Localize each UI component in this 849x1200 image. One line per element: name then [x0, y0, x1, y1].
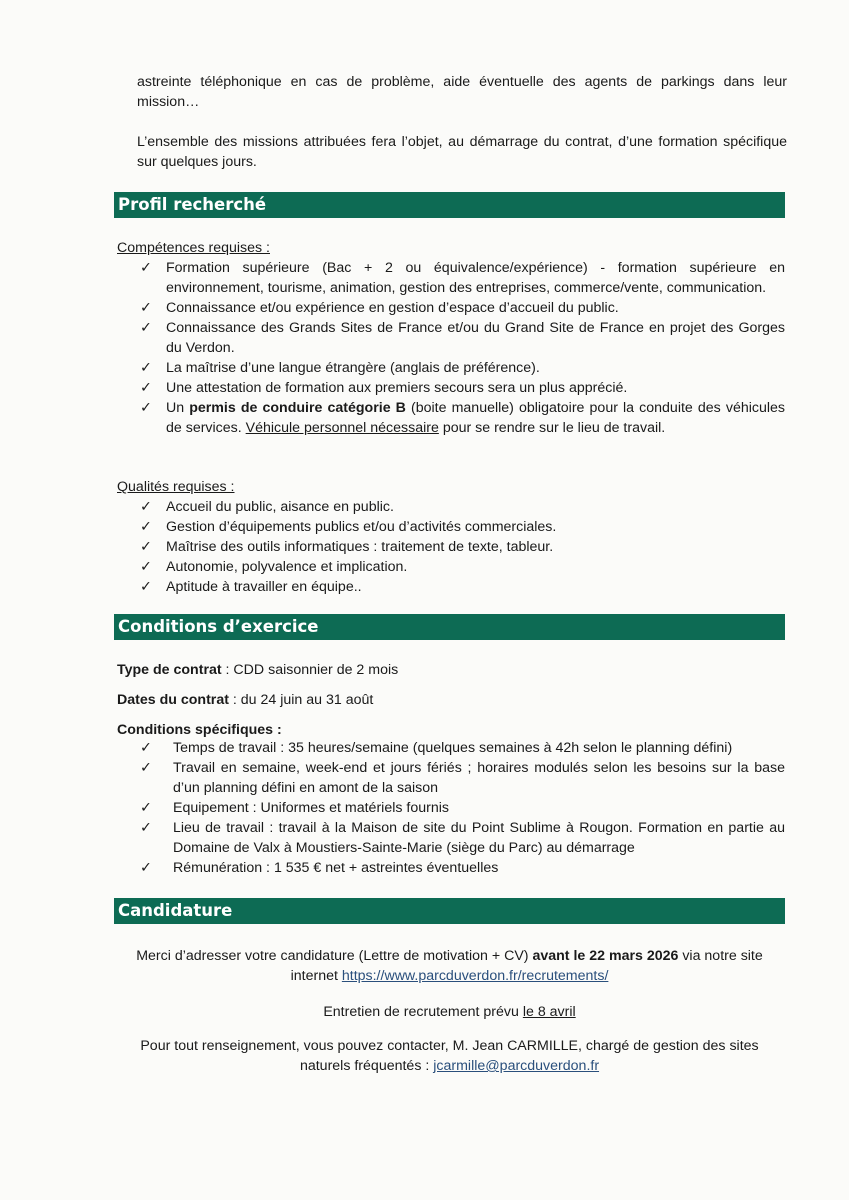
competences-list: [140, 258, 785, 438]
list-item: ✓ Connaissance des Grands Sites de France et/ou du Grand Site de France en projet des Gorges du Verdon.: [140, 320, 785, 356]
section-heading-conditions: Conditions d’exercice: [114, 614, 785, 640]
list-item: ✓ Aptitude à travailler en équipe..: [140, 579, 362, 595]
check-icon: ✓: [140, 499, 152, 515]
list-item: ✓ Equipement : Uniformes et matériels fournis: [140, 800, 449, 816]
list-item: ✓ Connaissance et/ou expérience en gestion d’espace d’accueil du public.: [140, 300, 619, 316]
qualites-label: Qualités requises :: [117, 479, 235, 495]
competences-label: Compétences requises :: [117, 240, 270, 256]
contact-email-link[interactable]: jcarmille@parcduverdon.fr: [433, 1058, 600, 1074]
list-item: ✓ Rémunération : 1 535 € net + astreintes éventuelles: [140, 860, 499, 876]
specific-conditions-list: [140, 738, 785, 878]
check-icon: ✓: [140, 539, 152, 555]
check-icon: ✓: [140, 380, 152, 396]
list-item: ✓ Temps de travail : 35 heures/semaine (quelques semaines à 42h selon le planning défini): [140, 740, 733, 756]
list-item: ✓ Maîtrise des outils informatiques : traitement de texte, tableur.: [140, 539, 554, 555]
list-item: ✓ Travail en semaine, week-end et jours fériés ; horaires modulés selon les besoins sur la base d’un planning défini en amont de la saison: [140, 760, 785, 796]
qualites-list: [140, 497, 785, 597]
check-icon: ✓: [140, 400, 152, 416]
check-icon: ✓: [140, 300, 152, 316]
check-icon: ✓: [140, 579, 152, 595]
check-icon: ✓: [140, 320, 152, 336]
list-item: ✓ Autonomie, polyvalence et implication.: [140, 559, 408, 575]
check-icon: ✓: [140, 800, 152, 816]
contract-type: Type de contrat : CDD saisonnier de 2 mois: [117, 662, 399, 678]
specific-conditions-label: Conditions spécifiques :: [117, 722, 282, 738]
list-item: ✓ Gestion d’équipements publics et/ou d’activités commerciales.: [140, 519, 557, 535]
list-item-permis: ✓ Un permis de conduire catégorie B (boite manuelle) obligatoire pour la conduite des véhicules de services. Véhicule personnel nécessaire pour se rendre sur le lieu de travail.: [140, 400, 786, 436]
section-heading-profil: Profil recherché: [114, 192, 785, 218]
intro-paragraph-2: L’ensemble des missions attribuées fera l’objet, au démarrage du contrat, d’une formation spécifique sur quelques jours.: [137, 134, 787, 170]
check-icon: ✓: [140, 360, 152, 376]
list-item: ✓ Une attestation de formation aux premiers secours sera un plus apprécié.: [140, 380, 628, 396]
check-icon: ✓: [140, 740, 152, 756]
contact-info: Pour tout renseignement, vous pouvez contacter, M. Jean CARMILLE, chargé de gestion des sites naturels fréquentés : jcarmille@parcduverdon.fr: [140, 1038, 759, 1074]
check-icon: ✓: [140, 760, 152, 776]
intro-paragraph-1: astreinte téléphonique en cas de problème, aide éventuelle des agents de parkings dans leur mission…: [137, 74, 787, 110]
candidature-instructions: Merci d’adresser votre candidature (Lettre de motivation + CV) avant le 22 mars 2026 via notre site internet https://www.parcduverdon.fr/recrutements/: [136, 948, 763, 984]
contract-dates: Dates du contrat : du 24 juin au 31 août: [117, 692, 374, 708]
recruitment-link[interactable]: https://www.parcduverdon.fr/recrutements/: [341, 968, 609, 984]
list-item: ✓ Lieu de travail : travail à la Maison de site du Point Sublime à Rougon. Formation en partie au Domaine de Valx à Moustiers-Sainte-Marie (siège du Parc) au démarrage: [140, 820, 785, 856]
interview-date: Entretien de recrutement prévu le 8 avril: [323, 1004, 576, 1020]
section-heading-candidature: Candidature: [114, 898, 785, 924]
list-item: ✓ Accueil du public, aisance en public.: [140, 499, 394, 515]
check-icon: ✓: [140, 519, 152, 535]
list-item: ✓ La maîtrise d’une langue étrangère (anglais de préférence).: [140, 360, 540, 376]
check-icon: ✓: [140, 860, 152, 876]
list-item: ✓ Formation supérieure (Bac + 2 ou équivalence/expérience) - formation supérieure en environnement, tourisme, animation, gestion des entreprises, commerce/vente, communication.: [140, 260, 785, 296]
check-icon: ✓: [140, 260, 152, 276]
check-icon: ✓: [140, 559, 152, 575]
check-icon: ✓: [140, 820, 152, 836]
